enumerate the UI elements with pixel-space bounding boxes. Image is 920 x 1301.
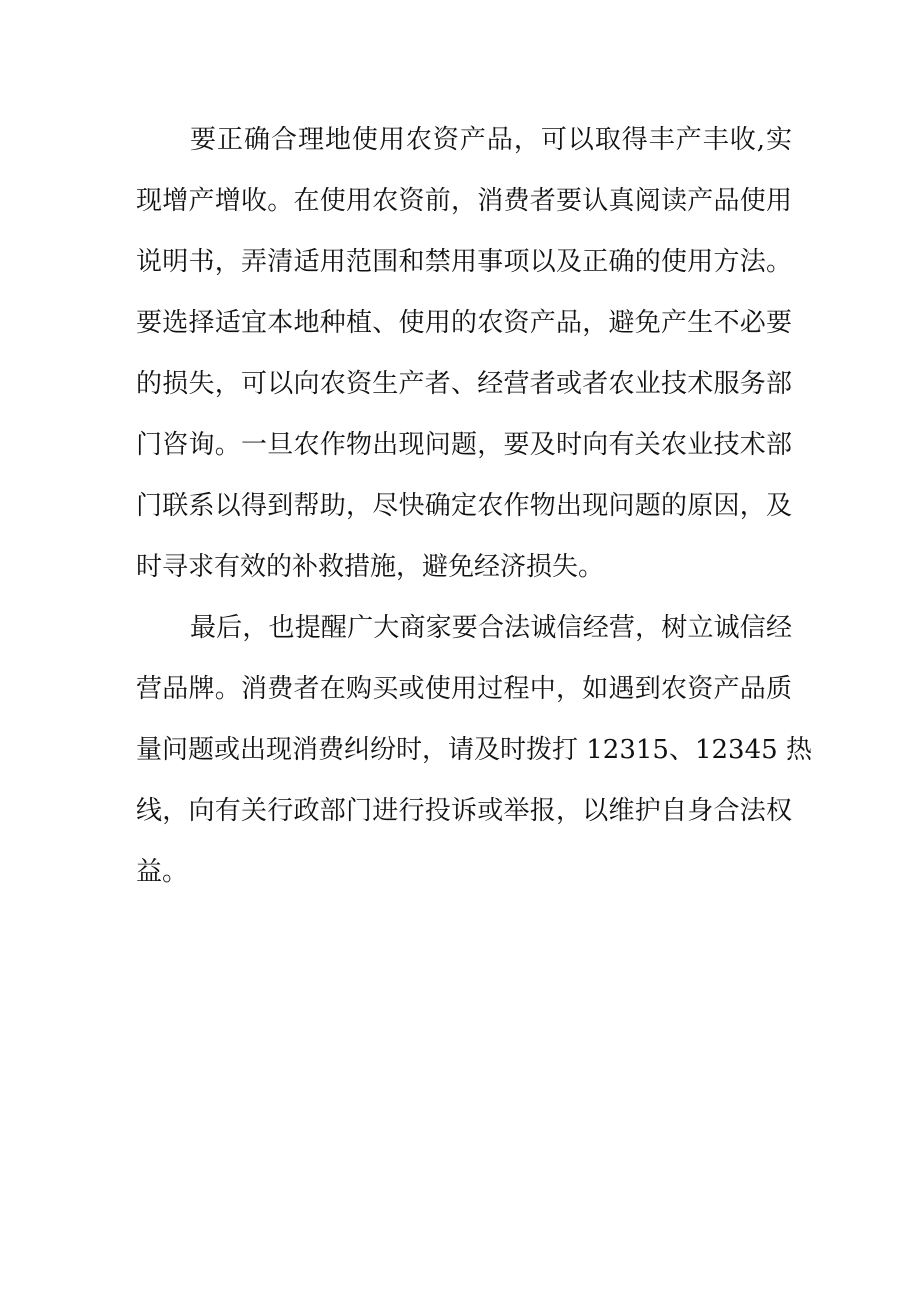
paragraph-line: 益。 <box>136 857 189 887</box>
paragraph-line: 线，向有关行政部门进行投诉或举报，以维护自身合法权 <box>136 796 792 826</box>
paragraph-2 <box>136 598 812 903</box>
paragraph-line: 最后，也提醒广大商家要合法诚信经营，树立诚信经 <box>190 613 792 643</box>
paragraph-line: 说明书，弄清适用范围和禁用事项以及正确的使用方法。 <box>136 247 792 277</box>
paragraph-line: 要正确合理地使用农资产品，可以取得丰产丰收,实 <box>190 125 792 155</box>
paragraph-line: 门联系以得到帮助，尽快确定农作物出现问题的原因，及 <box>136 491 792 521</box>
paragraph-1 <box>136 110 792 598</box>
paragraph-line: 量问题或出现消费纠纷时，请及时拨打 12315、12345 热 <box>136 735 812 765</box>
document-body <box>136 110 812 903</box>
paragraph-line: 时寻求有效的补救措施，避免经济损失。 <box>136 552 605 582</box>
paragraph-line: 营品牌。消费者在购买或使用过程中，如遇到农资产品质 <box>136 674 792 704</box>
paragraph-line: 的损失，可以向农资生产者、经营者或者农业技术服务部 <box>136 369 792 399</box>
paragraph-line: 门咨询。一旦农作物出现问题，要及时向有关农业技术部 <box>136 430 792 460</box>
paragraph-line: 要选择适宜本地种植、使用的农资产品，避免产生不必要 <box>136 308 792 338</box>
paragraph-line: 现增产增收。在使用农资前，消费者要认真阅读产品使用 <box>136 186 792 216</box>
